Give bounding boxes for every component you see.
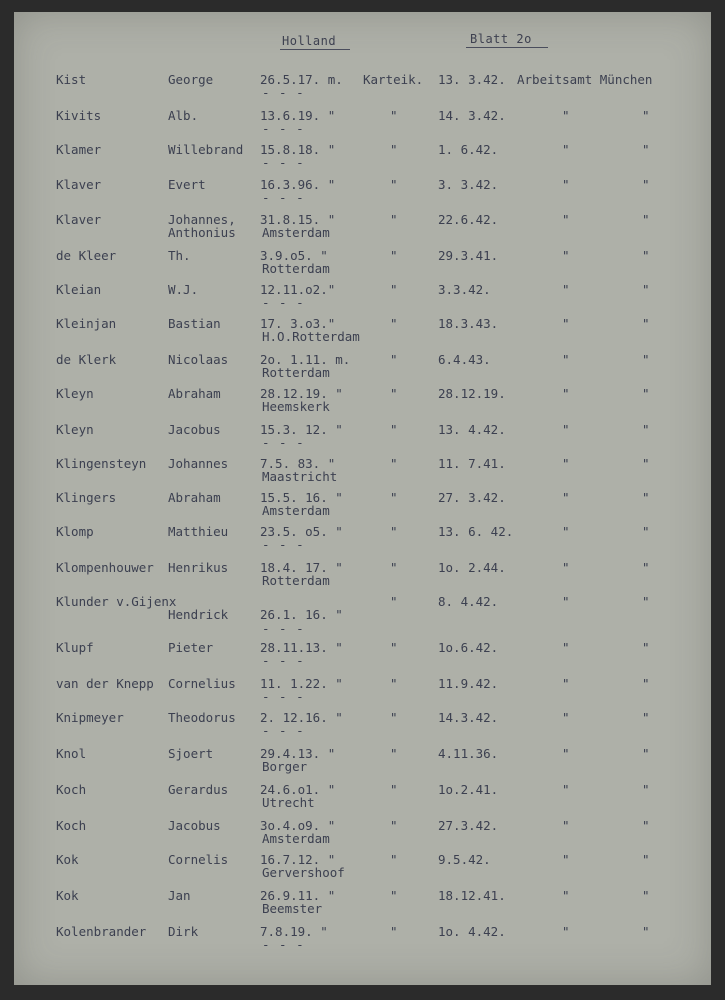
- list-item: [14, 282, 711, 312]
- office-cell: ": [562, 524, 570, 539]
- birthplace-cell: - - -: [262, 653, 305, 668]
- office-cell: ": [562, 316, 570, 331]
- given-name-cell: Th.: [168, 248, 191, 263]
- list-item: [14, 177, 711, 207]
- birth-date-cell: 18.4. 17. ": [260, 560, 343, 575]
- given-name-cell: Jacobus: [168, 422, 221, 437]
- given-name-cell: Pieter: [168, 640, 214, 655]
- birth-date-cell: 16.7.12. ": [260, 852, 336, 867]
- list-item: [14, 560, 711, 590]
- birth-date-cell: 29.4.13. ": [260, 746, 336, 761]
- entry-date-cell: 6.4.43.: [438, 352, 491, 367]
- birthplace-cell: Heemskerk: [262, 399, 330, 414]
- country-underline: [280, 49, 350, 50]
- surname-cell: Kolenbrander: [56, 924, 147, 939]
- birthplace-cell: Maastricht: [262, 469, 338, 484]
- entry-date-cell: 18.12.41.: [438, 888, 506, 903]
- birthplace-cell: Gervershoof: [262, 865, 345, 880]
- office-cell: ": [562, 490, 570, 505]
- given-name-cell: Jacobus: [168, 818, 221, 833]
- list-item: [14, 422, 711, 452]
- birth-date-cell: 23.5. o5. ": [260, 524, 343, 539]
- ditto-cell: ": [642, 640, 650, 655]
- record-type-cell: Karteik.: [363, 72, 424, 87]
- record-type-cell: ": [390, 924, 398, 939]
- surname-cell: Klupf: [56, 640, 94, 655]
- given-name-cell-2: Anthonius: [168, 225, 236, 240]
- given-name-cell: Nicolaas: [168, 352, 229, 367]
- list-item: [14, 746, 711, 776]
- list-item: [14, 640, 711, 670]
- entry-date-cell: 13. 4.42.: [438, 422, 506, 437]
- surname-cell: Kleyn: [56, 386, 94, 401]
- surname-cell: Koch: [56, 818, 87, 833]
- birthplace-cell: Rotterdam: [262, 573, 330, 588]
- list-item: [14, 818, 711, 848]
- given-name-cell: Dirk: [168, 924, 199, 939]
- given-name-cell: Johannes: [168, 456, 229, 471]
- office-cell: ": [562, 142, 570, 157]
- birthplace-cell: - - -: [262, 85, 305, 100]
- birth-date-cell: 16.3.96. ": [260, 177, 336, 192]
- surname-cell: Koch: [56, 782, 87, 797]
- list-item: [14, 248, 711, 278]
- ditto-cell: ": [642, 282, 650, 297]
- surname-cell: Kok: [56, 888, 79, 903]
- entry-date-cell: 22.6.42.: [438, 212, 499, 227]
- office-cell: ": [562, 108, 570, 123]
- birth-date-cell: 11. 1.22. ": [260, 676, 343, 691]
- ditto-cell: ": [642, 248, 650, 263]
- list-item: [14, 212, 711, 242]
- birthplace-cell: - - -: [262, 723, 305, 738]
- list-item: [14, 142, 711, 172]
- surname-cell: Kist: [56, 72, 87, 87]
- office-cell: ": [562, 212, 570, 227]
- given-name-cell-2: Hendrick: [168, 607, 229, 622]
- ditto-cell: ": [642, 212, 650, 227]
- birthplace-cell: - - -: [262, 435, 305, 450]
- office-cell: ": [562, 248, 570, 263]
- office-cell: ": [562, 924, 570, 939]
- office-cell: ": [562, 422, 570, 437]
- list-item: [14, 888, 711, 918]
- birthplace-cell: Amsterdam: [262, 503, 330, 518]
- office-cell: ": [562, 746, 570, 761]
- entry-date-cell: 14.3.42.: [438, 710, 499, 725]
- entry-date-cell: 27.3.42.: [438, 818, 499, 833]
- given-name-cell: Willebrand: [168, 142, 244, 157]
- birth-date-cell: 24.6.o1. ": [260, 782, 336, 797]
- surname-cell: Klomp: [56, 524, 94, 539]
- ditto-cell: ": [642, 386, 650, 401]
- birth-date-cell: 28.12.19. ": [260, 386, 343, 401]
- office-cell: ": [562, 710, 570, 725]
- given-name-cell: Henrikus: [168, 560, 229, 575]
- list-item: [14, 456, 711, 486]
- birth-date-cell: 3o.4.o9. ": [260, 818, 336, 833]
- ditto-cell: ": [642, 594, 650, 609]
- ditto-cell: ": [642, 490, 650, 505]
- record-type-cell: ": [390, 888, 398, 903]
- record-type-cell: ": [390, 108, 398, 123]
- record-type-cell: ": [390, 386, 398, 401]
- surname-cell: Klaver: [56, 212, 102, 227]
- record-type-cell: ": [390, 490, 398, 505]
- sheet-underline: [466, 47, 548, 48]
- birth-date-cell: 15.5. 16. ": [260, 490, 343, 505]
- list-item: [14, 924, 711, 954]
- given-name-cell: Abraham: [168, 386, 221, 401]
- surname-cell: de Klerk: [56, 352, 117, 367]
- birthplace-cell: Amsterdam: [262, 831, 330, 846]
- birth-date-cell: 15.8.18. ": [260, 142, 336, 157]
- surname-cell: Knol: [56, 746, 87, 761]
- office-cell: ": [562, 782, 570, 797]
- entry-date-cell: 13. 3.42.: [438, 72, 506, 87]
- surname-cell: Klunder v.Gijenx: [56, 594, 177, 609]
- entry-date-cell: 29.3.41.: [438, 248, 499, 263]
- entry-date-cell: 1o.2.41.: [438, 782, 499, 797]
- given-name-cell: Sjoert: [168, 746, 214, 761]
- office-cell: ": [562, 282, 570, 297]
- record-type-cell: ": [390, 676, 398, 691]
- birth-date-cell: 2. 12.16. ": [260, 710, 343, 725]
- record-type-cell: ": [390, 282, 398, 297]
- entry-date-cell: 9.5.42.: [438, 852, 491, 867]
- surname-cell: Kleian: [56, 282, 102, 297]
- birth-date-cell: 28.11.13. ": [260, 640, 343, 655]
- birth-date-cell: 12.11.o2.": [260, 282, 336, 297]
- entry-date-cell: 18.3.43.: [438, 316, 499, 331]
- ditto-cell: ": [642, 924, 650, 939]
- entry-date-cell: 3. 3.42.: [438, 177, 499, 192]
- record-type-cell: ": [390, 710, 398, 725]
- list-item: [14, 594, 711, 636]
- given-name-cell: Cornelis: [168, 852, 229, 867]
- birth-date-cell: 26.9.11. ": [260, 888, 336, 903]
- ditto-cell: ": [642, 852, 650, 867]
- record-type-cell: ": [390, 818, 398, 833]
- record-type-cell: ": [390, 142, 398, 157]
- given-name-cell: W.J.: [168, 282, 199, 297]
- list-item: [14, 316, 711, 346]
- birth-date-cell: 17. 3.o3.": [260, 316, 336, 331]
- list-item: [14, 676, 711, 706]
- list-item: [14, 852, 711, 882]
- given-name-cell: Cornelius: [168, 676, 236, 691]
- office-cell: ": [562, 888, 570, 903]
- office-cell: ": [562, 177, 570, 192]
- list-item: [14, 108, 711, 138]
- record-type-cell: ": [390, 212, 398, 227]
- birth-date-cell: 3.9.o5. ": [260, 248, 328, 263]
- entry-date-cell: 4.11.36.: [438, 746, 499, 761]
- office-cell: ": [562, 386, 570, 401]
- record-type-cell: ": [390, 456, 398, 471]
- record-type-cell: ": [390, 852, 398, 867]
- birthplace-cell: - - -: [262, 621, 305, 636]
- list-item: [14, 386, 711, 416]
- office-cell: ": [562, 594, 570, 609]
- entry-date-cell: 13. 6. 42.: [438, 524, 514, 539]
- birth-date-cell: 13.6.19. ": [260, 108, 336, 123]
- ditto-cell: ": [642, 422, 650, 437]
- given-name-cell: Alb.: [168, 108, 199, 123]
- record-type-cell: ": [390, 248, 398, 263]
- birthplace-cell: Utrecht: [262, 795, 315, 810]
- country-heading: Holland: [282, 34, 337, 48]
- given-name-cell: Bastian: [168, 316, 221, 331]
- given-name-cell: Theodorus: [168, 710, 236, 725]
- ditto-cell: ": [642, 818, 650, 833]
- list-item: [14, 490, 711, 520]
- birth-date-cell: 31.8.15. ": [260, 212, 336, 227]
- list-item: [14, 72, 711, 102]
- office-cell: Arbeitsamt München: [517, 72, 653, 87]
- birthplace-cell: - - -: [262, 937, 305, 952]
- surname-cell: Knipmeyer: [56, 710, 124, 725]
- list-item: [14, 710, 711, 740]
- birth-date-cell: 26.5.17. m.: [260, 72, 343, 87]
- document-sheet: [14, 12, 711, 985]
- record-type-cell: ": [390, 524, 398, 539]
- record-type-cell: ": [390, 746, 398, 761]
- list-item: [14, 524, 711, 554]
- ditto-cell: ": [642, 142, 650, 157]
- record-type-cell: ": [390, 352, 398, 367]
- record-type-cell: ": [390, 640, 398, 655]
- list-item: [14, 782, 711, 812]
- given-name-cell: Jan: [168, 888, 191, 903]
- surname-cell: Klingensteyn: [56, 456, 147, 471]
- birthplace-cell: - - -: [262, 155, 305, 170]
- surname-cell: Klamer: [56, 142, 102, 157]
- surname-cell: Klingers: [56, 490, 117, 505]
- office-cell: ": [562, 560, 570, 575]
- birthplace-cell: Beemster: [262, 901, 323, 916]
- ditto-cell: ": [642, 316, 650, 331]
- entry-date-cell: 1. 6.42.: [438, 142, 499, 157]
- office-cell: ": [562, 852, 570, 867]
- birthplace-cell: Borger: [262, 759, 308, 774]
- ditto-cell: ": [642, 782, 650, 797]
- birthplace-cell: - - -: [262, 121, 305, 136]
- surname-cell: de Kleer: [56, 248, 117, 263]
- ditto-cell: ": [642, 352, 650, 367]
- office-cell: ": [562, 640, 570, 655]
- office-cell: ": [562, 818, 570, 833]
- birthplace-cell: H.O.Rotterdam: [262, 329, 360, 344]
- given-name-cell: Abraham: [168, 490, 221, 505]
- entry-date-cell: 1o. 4.42.: [438, 924, 506, 939]
- list-item: [14, 352, 711, 382]
- entry-date-cell: 3.3.42.: [438, 282, 491, 297]
- birthplace-cell: - - -: [262, 689, 305, 704]
- birth-date-cell: 15.3. 12. ": [260, 422, 343, 437]
- surname-cell: Kleyn: [56, 422, 94, 437]
- record-type-cell: ": [390, 560, 398, 575]
- birth-date-cell: 2o. 1.11. m.: [260, 352, 351, 367]
- record-type-cell: ": [390, 422, 398, 437]
- surname-cell: Kivits: [56, 108, 102, 123]
- entry-date-cell: 8. 4.42.: [438, 594, 499, 609]
- ditto-cell: ": [642, 676, 650, 691]
- surname-cell: Klompenhouwer: [56, 560, 154, 575]
- entry-date-cell: 1o.6.42.: [438, 640, 499, 655]
- ditto-cell: ": [642, 710, 650, 725]
- ditto-cell: ": [642, 560, 650, 575]
- ditto-cell: ": [642, 456, 650, 471]
- entry-date-cell: 28.12.19.: [438, 386, 506, 401]
- birthplace-cell: - - -: [262, 190, 305, 205]
- birthplace-cell: Amsterdam: [262, 225, 330, 240]
- birth-date-cell: 7.8.19. ": [260, 924, 328, 939]
- record-type-cell: ": [390, 594, 398, 609]
- birthplace-cell: - - -: [262, 537, 305, 552]
- surname-cell: Klaver: [56, 177, 102, 192]
- record-type-cell: ": [390, 782, 398, 797]
- given-name-cell: George: [168, 72, 214, 87]
- surname-cell: Kok: [56, 852, 79, 867]
- ditto-cell: ": [642, 888, 650, 903]
- sheet-number: Blatt 2o: [470, 32, 532, 46]
- ditto-cell: ": [642, 746, 650, 761]
- surname-cell: Kleinjan: [56, 316, 117, 331]
- given-name-cell: Johannes,: [168, 212, 236, 227]
- office-cell: ": [562, 456, 570, 471]
- record-type-cell: ": [390, 316, 398, 331]
- given-name-cell: Gerardus: [168, 782, 229, 797]
- entry-date-cell: 14. 3.42.: [438, 108, 506, 123]
- birth-date-cell: 7.5. 83. ": [260, 456, 336, 471]
- given-name-cell: Evert: [168, 177, 206, 192]
- ditto-cell: ": [642, 524, 650, 539]
- birthplace-cell: - - -: [262, 295, 305, 310]
- entry-date-cell: 11. 7.41.: [438, 456, 506, 471]
- surname-cell: van der Knepp: [56, 676, 154, 691]
- record-type-cell: ": [390, 177, 398, 192]
- birthplace-cell: Rotterdam: [262, 365, 330, 380]
- entry-date-cell: 11.9.42.: [438, 676, 499, 691]
- given-name-cell: Matthieu: [168, 524, 229, 539]
- ditto-cell: ": [642, 108, 650, 123]
- office-cell: ": [562, 676, 570, 691]
- entry-date-cell: 1o. 2.44.: [438, 560, 506, 575]
- ditto-cell: ": [642, 177, 650, 192]
- birthplace-cell: Rotterdam: [262, 261, 330, 276]
- office-cell: ": [562, 352, 570, 367]
- birth-date-cell: 26.1. 16. ": [260, 607, 343, 622]
- entry-date-cell: 27. 3.42.: [438, 490, 506, 505]
